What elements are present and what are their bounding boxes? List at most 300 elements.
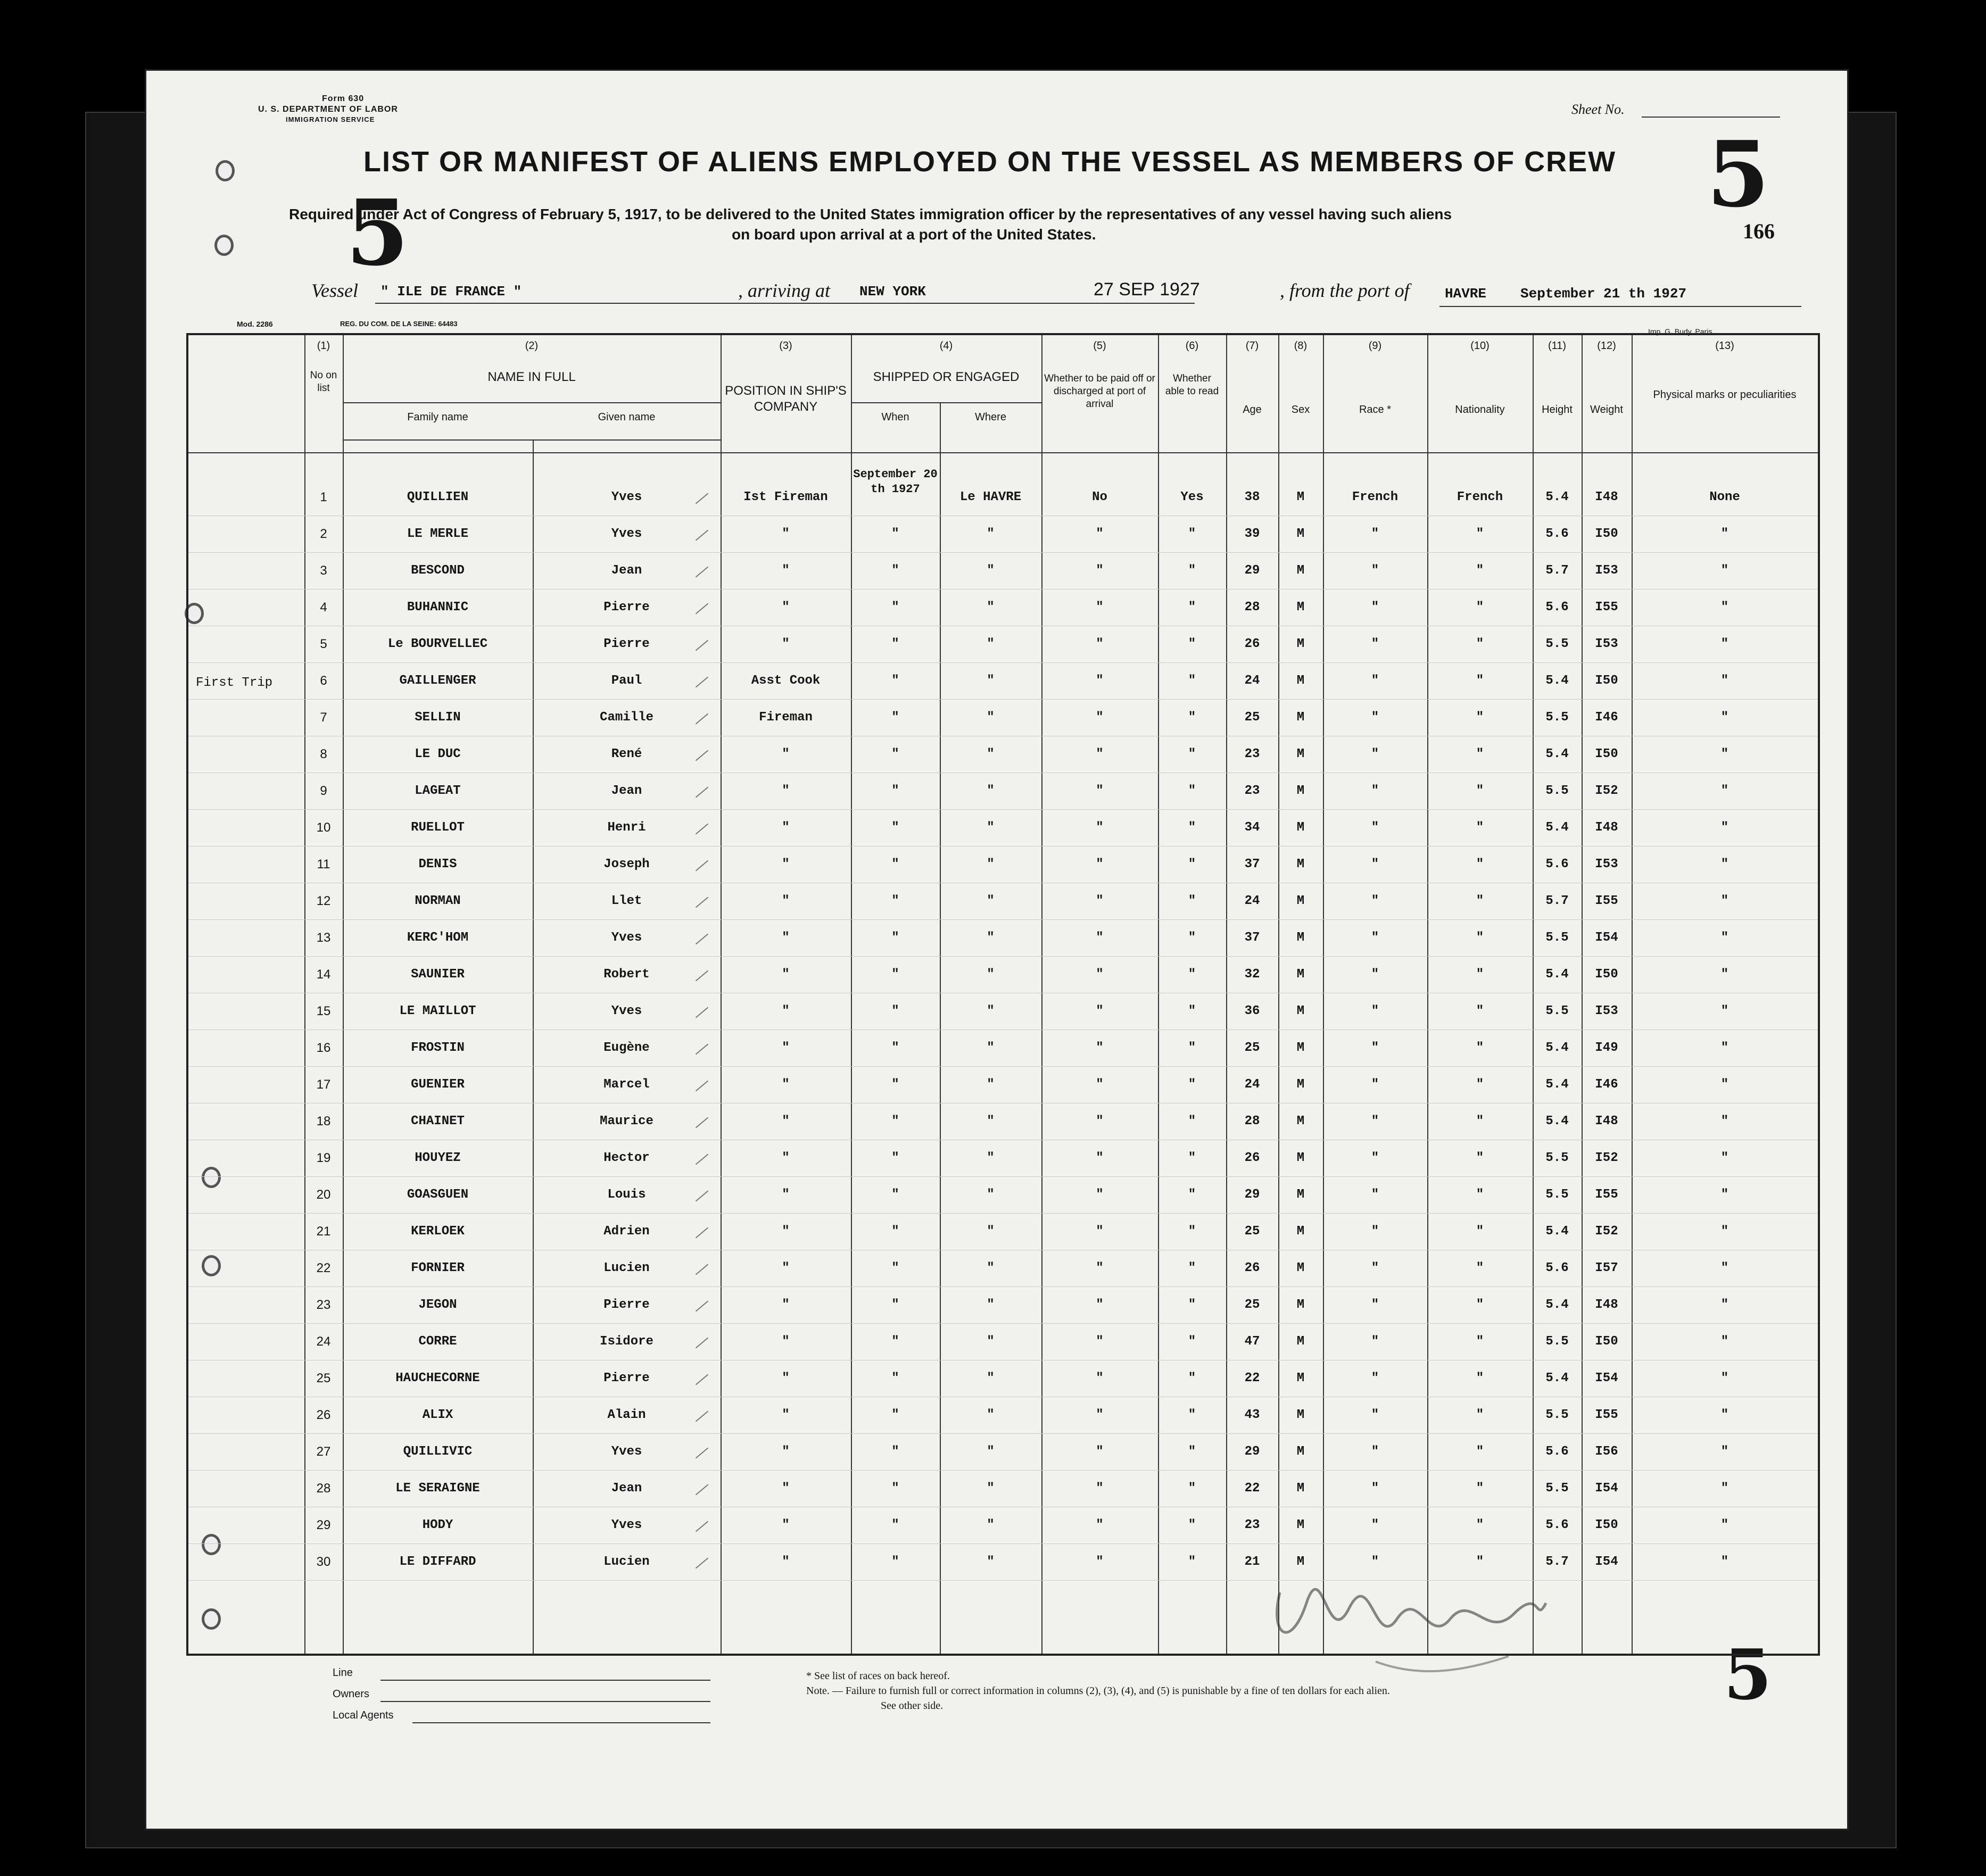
cell-age: 26 [1244, 1261, 1260, 1275]
cell-height: 5.4 [1545, 674, 1569, 688]
cell-weight: I53 [1595, 1004, 1618, 1018]
arriving-label: , arriving at [738, 280, 831, 301]
cell-family: DENIS [418, 857, 457, 871]
cell-family: QUILLIEN [407, 490, 469, 504]
cell-when: " [891, 967, 899, 982]
cell-race: " [1371, 710, 1379, 725]
cell-where: " [987, 710, 995, 725]
cell-given: Yves [611, 1518, 642, 1532]
cell-nationality: " [1476, 527, 1484, 541]
cell-weight: I48 [1595, 1114, 1618, 1128]
cell-age: 25 [1244, 710, 1260, 725]
cell-nationality: " [1476, 1114, 1484, 1128]
cell-weight: I54 [1595, 1555, 1618, 1569]
vessel-label: Vessel [311, 280, 358, 301]
cell-given: Yves [611, 527, 642, 541]
cell-marks: " [1720, 563, 1729, 578]
cell-read: " [1188, 600, 1196, 615]
cell-family: SELLIN [415, 710, 461, 725]
table-row [188, 1066, 1818, 1103]
cell-when: September 20 th 1927 [853, 468, 938, 496]
cell-weight: I54 [1595, 1371, 1618, 1385]
col-12-header: Weight [1590, 404, 1623, 416]
table-row [188, 1433, 1818, 1471]
cell-weight: I50 [1595, 527, 1618, 541]
cell-where: " [987, 1298, 995, 1312]
cell-when: " [891, 931, 899, 945]
see-other-side: See other side. [881, 1700, 944, 1712]
cell-where: " [987, 784, 995, 798]
cell-sex: M [1296, 600, 1305, 615]
cell-family: KERC'HOM [407, 931, 469, 945]
cell-sex: M [1296, 637, 1305, 651]
cell-age: 21 [1244, 1555, 1260, 1569]
cell-given: Paul [611, 674, 642, 688]
line-underline [380, 1680, 710, 1681]
cell-height: 5.5 [1545, 784, 1569, 798]
cell-position: " [782, 1481, 790, 1496]
cell-when: " [891, 1114, 899, 1128]
cell-weight: I57 [1595, 1261, 1618, 1275]
cell-paid: " [1096, 1151, 1104, 1165]
cell-position: " [782, 967, 790, 982]
cell-marks: " [1720, 1224, 1729, 1239]
cell-sex: M [1296, 1481, 1305, 1496]
cell-height: 5.4 [1545, 1298, 1569, 1312]
cell-paid: " [1096, 1518, 1104, 1532]
cell-weight: I46 [1595, 710, 1618, 725]
cell-no: 2 [320, 527, 327, 541]
cell-family: HAUCHECORNE [395, 1371, 480, 1385]
cell-when: " [891, 857, 899, 871]
cell-nationality: " [1476, 637, 1484, 651]
cell-weight: I50 [1595, 1518, 1618, 1532]
col-12-number: (12) [1597, 340, 1616, 352]
cell-paid: " [1096, 784, 1104, 798]
cell-nationality: " [1476, 747, 1484, 761]
col-11-number: (11) [1548, 340, 1567, 352]
cell-paid: " [1096, 747, 1104, 761]
cell-marks: " [1720, 820, 1729, 835]
cell-where: " [987, 563, 995, 578]
cell-when: " [891, 600, 899, 615]
col-2b-header: Given name [598, 411, 656, 423]
cell-height: 5.6 [1545, 1261, 1569, 1275]
cell-read: " [1188, 1298, 1196, 1312]
cell-height: 5.4 [1545, 820, 1569, 835]
cell-when: " [891, 527, 899, 541]
cell-marks: " [1720, 1518, 1729, 1532]
cell-read: " [1188, 784, 1196, 798]
col-2-number: (2) [525, 340, 539, 352]
cell-race: " [1371, 637, 1379, 651]
cell-position: " [782, 857, 790, 871]
cell-family: JEGON [418, 1298, 457, 1312]
cell-when: " [891, 894, 899, 908]
cell-position: " [782, 784, 790, 798]
header-bottom-rule [188, 452, 1818, 453]
cell-family: LE MERLE [407, 527, 469, 541]
cell-read: " [1188, 674, 1196, 688]
cell-nationality: " [1476, 1518, 1484, 1532]
table-row [188, 809, 1818, 846]
cell-position: " [782, 1224, 790, 1239]
cell-when: " [891, 1188, 899, 1202]
cell-read: " [1188, 1445, 1196, 1459]
local-agents-label: Local Agents [333, 1709, 394, 1721]
cell-marks: " [1720, 1371, 1729, 1385]
cell-when: " [891, 1481, 899, 1496]
cell-no: 10 [316, 820, 331, 835]
cell-position: " [782, 1334, 790, 1349]
cell-race: " [1371, 1481, 1379, 1496]
from-underline [1439, 306, 1801, 307]
cell-age: 24 [1244, 1077, 1260, 1092]
cell-where: " [987, 820, 995, 835]
cell-weight: I53 [1595, 563, 1618, 578]
cell-family: GUENIER [411, 1077, 465, 1092]
cell-when: " [891, 1298, 899, 1312]
cell-weight: I54 [1595, 931, 1618, 945]
cell-nationality: " [1476, 600, 1484, 615]
cell-age: 24 [1244, 894, 1260, 908]
cell-age: 26 [1244, 637, 1260, 651]
col-2a-header: Family name [407, 411, 468, 423]
cell-when: " [891, 1151, 899, 1165]
cell-weight: I49 [1595, 1041, 1618, 1055]
col-10-number: (10) [1470, 340, 1490, 352]
header-rule [343, 439, 721, 441]
cell-sex: M [1296, 1298, 1305, 1312]
cell-weight: I52 [1595, 1151, 1618, 1165]
cell-when: " [891, 674, 899, 688]
cell-sex: M [1296, 1114, 1305, 1128]
cell-weight: I50 [1595, 1334, 1618, 1349]
cell-sex: M [1296, 1371, 1305, 1385]
cell-given: Adrien [603, 1224, 650, 1239]
cell-no: 29 [316, 1518, 331, 1532]
cell-no: 16 [316, 1041, 331, 1055]
cell-no: 30 [316, 1555, 331, 1569]
cell-race: " [1371, 563, 1379, 578]
cell-read: " [1188, 1188, 1196, 1202]
col-10-header: Nationality [1455, 404, 1505, 416]
cell-race: " [1371, 1224, 1379, 1239]
cell-nationality: " [1476, 710, 1484, 725]
cell-paid: " [1096, 563, 1104, 578]
cell-family: LE DUC [415, 747, 461, 761]
cell-height: 5.7 [1545, 894, 1569, 908]
cell-given: Alain [607, 1408, 646, 1422]
arriving-port: NEW YORK [859, 284, 926, 300]
cell-given: Isidore [600, 1334, 653, 1349]
cell-given: Lucien [603, 1555, 650, 1569]
table-row [188, 993, 1818, 1030]
cell-age: 36 [1244, 1004, 1260, 1018]
punch-hole [216, 160, 235, 181]
cell-height: 5.5 [1545, 1334, 1569, 1349]
cell-family: BUHANNIC [407, 600, 469, 615]
cell-given: Camille [600, 710, 653, 725]
cell-height: 5.4 [1545, 1041, 1569, 1055]
cell-family: RUELLOT [411, 820, 465, 835]
cell-height: 5.6 [1545, 527, 1569, 541]
cell-height: 5.4 [1545, 490, 1569, 504]
cell-paid: " [1096, 1298, 1104, 1312]
cell-marks: " [1720, 527, 1729, 541]
cell-paid: " [1096, 894, 1104, 908]
col-9-header: Race * [1359, 404, 1392, 416]
cell-height: 5.5 [1545, 1481, 1569, 1496]
cell-no: 13 [316, 931, 331, 945]
cell-race: " [1371, 1188, 1379, 1202]
table-row [188, 1323, 1818, 1360]
cell-sex: M [1296, 1334, 1305, 1349]
cell-sex: M [1296, 857, 1305, 871]
owners-underline [380, 1701, 710, 1702]
cell-read: " [1188, 747, 1196, 761]
cell-no: 28 [316, 1481, 331, 1496]
cell-race: " [1371, 1151, 1379, 1165]
table-row [188, 1543, 1818, 1581]
cell-given: Llet [611, 894, 642, 908]
cell-given: Yves [611, 1445, 642, 1459]
from-port: HAVRE [1445, 286, 1487, 302]
cell-no: 4 [320, 600, 327, 615]
cell-race: " [1371, 1408, 1379, 1422]
sheet-stamp-number-right: 5 [1707, 121, 1770, 228]
cell-where: " [987, 674, 995, 688]
col-4-number: (4) [939, 340, 953, 352]
cell-where: " [987, 1077, 995, 1092]
col-4b-header: Where [975, 411, 1006, 423]
cell-weight: I52 [1595, 1224, 1618, 1239]
cell-age: 29 [1244, 563, 1260, 578]
cell-paid: No [1092, 490, 1107, 504]
cell-nationality: " [1476, 1408, 1484, 1422]
cell-height: 5.6 [1545, 1445, 1569, 1459]
cell-read: " [1188, 563, 1196, 578]
cell-sex: M [1296, 1004, 1305, 1018]
col-9-number: (9) [1368, 340, 1382, 352]
cell-given: Louis [607, 1188, 646, 1202]
arrival-date-stamp: 27 SEP 1927 [1094, 279, 1200, 300]
cell-marks: " [1720, 600, 1729, 615]
cell-race: " [1371, 1445, 1379, 1459]
cell-weight: I55 [1595, 894, 1618, 908]
cell-paid: " [1096, 1077, 1104, 1092]
cell-weight: I53 [1595, 637, 1618, 651]
cell-nationality: French [1457, 490, 1503, 504]
cell-where: " [987, 967, 995, 982]
cell-position: " [782, 1188, 790, 1202]
cell-where: Le HAVRE [959, 490, 1022, 504]
cell-position: " [782, 1151, 790, 1165]
cell-marks: " [1720, 1077, 1729, 1092]
cell-height: 5.5 [1545, 1408, 1569, 1422]
cell-nationality: " [1476, 1334, 1484, 1349]
table-row [188, 956, 1818, 993]
cell-no: 8 [320, 747, 327, 761]
cell-no: 7 [320, 710, 327, 725]
cell-marks: " [1720, 1555, 1729, 1569]
punch-hole [214, 235, 234, 256]
cell-race: " [1371, 600, 1379, 615]
cell-family: LE MAILLOT [399, 1004, 476, 1018]
cell-given: Pierre [603, 1298, 650, 1312]
table-row [188, 1103, 1818, 1140]
arriving-underline [854, 303, 1195, 304]
col-5-header: Whether to be paid off or discharged at port of arrival [1044, 373, 1155, 410]
cell-weight: I50 [1595, 747, 1618, 761]
col-6-number: (6) [1185, 340, 1199, 352]
agents-underline [412, 1722, 710, 1723]
cell-sex: M [1296, 1077, 1305, 1092]
cell-when: " [891, 820, 899, 835]
cell-no: 6 [320, 674, 327, 688]
cell-paid: " [1096, 1261, 1104, 1275]
cell-race: " [1371, 1077, 1379, 1092]
cell-no: 18 [316, 1114, 331, 1128]
cell-family: CHAINET [411, 1114, 465, 1128]
cell-given: Jean [611, 1481, 642, 1496]
cell-given: Hector [603, 1151, 650, 1165]
cell-where: " [987, 931, 995, 945]
cell-weight: I50 [1595, 967, 1618, 982]
cell-where: " [987, 1188, 995, 1202]
cell-given: René [611, 747, 642, 761]
cell-when: " [891, 710, 899, 725]
table-row [188, 589, 1818, 626]
cell-weight: I54 [1595, 1481, 1618, 1496]
cell-where: " [987, 1151, 995, 1165]
cell-no: 12 [316, 894, 331, 908]
col-8-header: Sex [1291, 404, 1310, 416]
cell-nationality: " [1476, 1371, 1484, 1385]
cell-family: LAGEAT [415, 784, 461, 798]
cell-when: " [891, 563, 899, 578]
sheet-label: Sheet No. [1571, 102, 1625, 117]
cell-height: 5.5 [1545, 1151, 1569, 1165]
cell-read: " [1188, 1077, 1196, 1092]
cell-position: Asst Cook [751, 674, 821, 688]
cell-nationality: " [1476, 563, 1484, 578]
col-1-number: (1) [317, 340, 330, 352]
table-row [188, 846, 1818, 883]
cell-race: " [1371, 967, 1379, 982]
cell-paid: " [1096, 600, 1104, 615]
cell-age: 29 [1244, 1188, 1260, 1202]
cell-no: 19 [316, 1151, 331, 1165]
cell-age: 39 [1244, 527, 1260, 541]
cell-age: 37 [1244, 857, 1260, 871]
cell-age: 23 [1244, 747, 1260, 761]
cell-no: 23 [316, 1298, 331, 1312]
cell-marks: " [1720, 857, 1729, 871]
cell-family: HODY [422, 1518, 453, 1532]
cell-position: " [782, 1261, 790, 1275]
table-row [188, 1397, 1818, 1434]
cell-given: Robert [603, 967, 650, 982]
cell-given: Pierre [603, 1371, 650, 1385]
cell-read: " [1188, 710, 1196, 725]
cell-weight: I48 [1595, 490, 1618, 504]
cell-height: 5.5 [1545, 931, 1569, 945]
cell-where: " [987, 637, 995, 651]
cell-race: " [1371, 527, 1379, 541]
cell-marks: " [1720, 1114, 1729, 1128]
cell-read: " [1188, 1481, 1196, 1496]
cell-race: " [1371, 1555, 1379, 1569]
table-row [188, 662, 1818, 700]
cell-family: GOASGUEN [407, 1188, 469, 1202]
cell-where: " [987, 1555, 995, 1569]
cell-where: " [987, 1518, 995, 1532]
cell-where: " [987, 600, 995, 615]
cell-paid: " [1096, 637, 1104, 651]
cell-read: " [1188, 894, 1196, 908]
cell-age: 25 [1244, 1298, 1260, 1312]
cell-given: Eugène [603, 1041, 650, 1055]
cell-where: " [987, 1445, 995, 1459]
cell-when: " [891, 784, 899, 798]
departure-date: September 21 th 1927 [1520, 286, 1687, 302]
cell-no: 26 [316, 1408, 331, 1422]
cell-nationality: " [1476, 1298, 1484, 1312]
table-row [188, 1470, 1818, 1507]
cell-nationality: " [1476, 1555, 1484, 1569]
cell-age: 34 [1244, 820, 1260, 835]
cell-family: LE DIFFARD [399, 1555, 476, 1569]
cell-when: " [891, 1371, 899, 1385]
cell-given: Marcel [603, 1077, 650, 1092]
cell-read: " [1188, 1004, 1196, 1018]
cell-height: 5.6 [1545, 600, 1569, 615]
cell-position: " [782, 637, 790, 651]
cell-age: 26 [1244, 1151, 1260, 1165]
cell-paid: " [1096, 1041, 1104, 1055]
cell-given: Yves [611, 490, 642, 504]
cell-race: " [1371, 1004, 1379, 1018]
cell-paid: " [1096, 1188, 1104, 1202]
cell-weight: I55 [1595, 1188, 1618, 1202]
cell-when: " [891, 747, 899, 761]
cell-height: 5.4 [1545, 1224, 1569, 1239]
cell-read: " [1188, 857, 1196, 871]
cell-sex: M [1296, 747, 1305, 761]
cell-height: 5.6 [1545, 857, 1569, 871]
col-4-header: SHIPPED OR ENGAGED [873, 370, 1020, 384]
cell-given: Lucien [603, 1261, 650, 1275]
col-4a-header: When [881, 411, 909, 423]
cell-where: " [987, 747, 995, 761]
cell-sex: M [1296, 967, 1305, 982]
cell-read: " [1188, 1224, 1196, 1239]
cell-age: 24 [1244, 674, 1260, 688]
col-3-header: POSITION IN SHIP'S COMPANY [725, 384, 847, 414]
cell-sex: M [1296, 1445, 1305, 1459]
col-3-number: (3) [779, 340, 792, 352]
cell-marks: " [1720, 1481, 1729, 1496]
cell-sex: M [1296, 490, 1305, 504]
cell-height: 5.4 [1545, 967, 1569, 982]
line-label: Line [333, 1667, 353, 1679]
cell-given: Yves [611, 1004, 642, 1018]
cell-race: " [1371, 1261, 1379, 1275]
cell-height: 5.5 [1545, 637, 1569, 651]
table-row [188, 773, 1818, 810]
cell-race: " [1371, 1518, 1379, 1532]
